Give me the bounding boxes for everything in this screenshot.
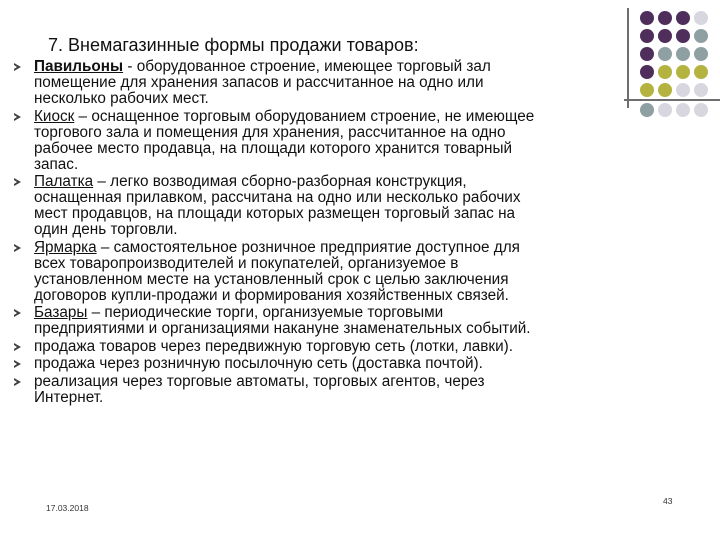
bullet-text: оснащенное торговым оборудованием строение, не имеющее bbox=[91, 107, 535, 125]
arrow-bullet-icon bbox=[14, 309, 21, 317]
term-separator: – bbox=[87, 304, 105, 321]
decor-dot bbox=[676, 11, 690, 25]
bullet-line: всех товаропроизводителей и покупателей, организуемое в bbox=[34, 254, 459, 272]
list-item-bazaars bbox=[14, 305, 704, 337]
term-bazaars: Базары bbox=[34, 304, 88, 321]
decor-dot bbox=[658, 29, 672, 43]
bullet-line: торгового зала и помещения для хранения, рассчитанное на одно bbox=[34, 123, 506, 141]
bullet-text: периодические торги, организуемые торговыми bbox=[104, 304, 444, 321]
bullet-line: договоров купли-продажи и формирования хозяйственных связей. bbox=[34, 286, 509, 304]
footer-date: 17.03.2018 bbox=[46, 503, 89, 513]
term-kiosk: Киоск bbox=[34, 107, 75, 125]
decor-dot bbox=[658, 11, 672, 25]
arrow-bullet-icon bbox=[14, 178, 21, 186]
bullet-line: один день торговли. bbox=[34, 221, 178, 238]
term-separator: – bbox=[74, 107, 92, 125]
bullet-line: запас. bbox=[34, 155, 79, 173]
term-separator: – bbox=[96, 238, 114, 256]
list-item-vending bbox=[14, 374, 704, 406]
list-item-tent bbox=[14, 174, 704, 238]
arrow-bullet-icon bbox=[14, 360, 21, 368]
bullet-text: легко возводимая сборно-разборная конструкция, bbox=[110, 173, 467, 190]
list-item-mail-order bbox=[14, 356, 704, 372]
term-pavilions: Павильоны bbox=[34, 58, 124, 75]
bullet-line: оснащенная прилавком, рассчитана на одно или несколько рабочих bbox=[34, 189, 521, 206]
page-title: 7. Внемагазинные формы продажи товаров: bbox=[48, 35, 419, 55]
bullet-line bbox=[34, 109, 704, 125]
decor-dot bbox=[694, 29, 708, 43]
arrow-bullet-icon bbox=[14, 244, 21, 252]
bullet-text: самостоятельное розничное предприятие доступное для bbox=[113, 238, 520, 256]
bullet-line: мест продавцов, на площади которых размещен торговый запас на bbox=[34, 205, 516, 222]
bullet-line: помещение для хранения запасов и рассчитанное на одно или bbox=[34, 74, 484, 91]
bullet-line: рабочее место продавца, на площади которого хранится товарный bbox=[34, 139, 513, 157]
bullet-line bbox=[34, 305, 704, 321]
bullet-line: предприятиями и организациями накануне знаменательных событий. bbox=[34, 320, 531, 337]
list-item-mobile-sales bbox=[14, 339, 704, 355]
list-item-kiosk bbox=[14, 109, 704, 173]
bullet-line: установленном месте на установленный срок с целью заключения bbox=[34, 270, 509, 288]
term-fair: Ярмарка bbox=[34, 238, 97, 256]
decor-dot bbox=[694, 11, 708, 25]
bullet-line bbox=[34, 240, 704, 256]
bullet-list bbox=[14, 59, 704, 407]
bullet-line: продажа через розничную посылочную сеть (доставка почтой). bbox=[34, 355, 483, 372]
bullet-line: реализация через торговые автоматы, торговых агентов, через bbox=[34, 372, 485, 390]
bullet-line bbox=[34, 174, 704, 190]
arrow-bullet-icon bbox=[14, 63, 21, 71]
decor-dot bbox=[640, 11, 654, 25]
term-separator: - bbox=[123, 58, 137, 75]
bullet-line bbox=[34, 59, 704, 75]
bullet-line: продажа товаров через передвижную торговую сеть (лотки, лавки). bbox=[34, 337, 513, 355]
decor-dot bbox=[640, 29, 654, 43]
term-separator: – bbox=[93, 173, 111, 190]
term-tent: Палатка bbox=[34, 173, 94, 190]
arrow-bullet-icon bbox=[14, 343, 21, 351]
bullet-line: несколько рабочих мест. bbox=[34, 90, 209, 107]
arrow-bullet-icon bbox=[14, 378, 21, 386]
page-number: 43 bbox=[663, 496, 673, 506]
arrow-bullet-icon bbox=[14, 113, 21, 121]
decor-dot bbox=[676, 29, 690, 43]
list-item-fair bbox=[14, 240, 704, 304]
list-item-pavilions bbox=[14, 59, 704, 107]
bullet-text: оборудованное строение, имеющее торговый зал bbox=[136, 58, 491, 75]
bullet-line: Интернет. bbox=[34, 388, 104, 406]
